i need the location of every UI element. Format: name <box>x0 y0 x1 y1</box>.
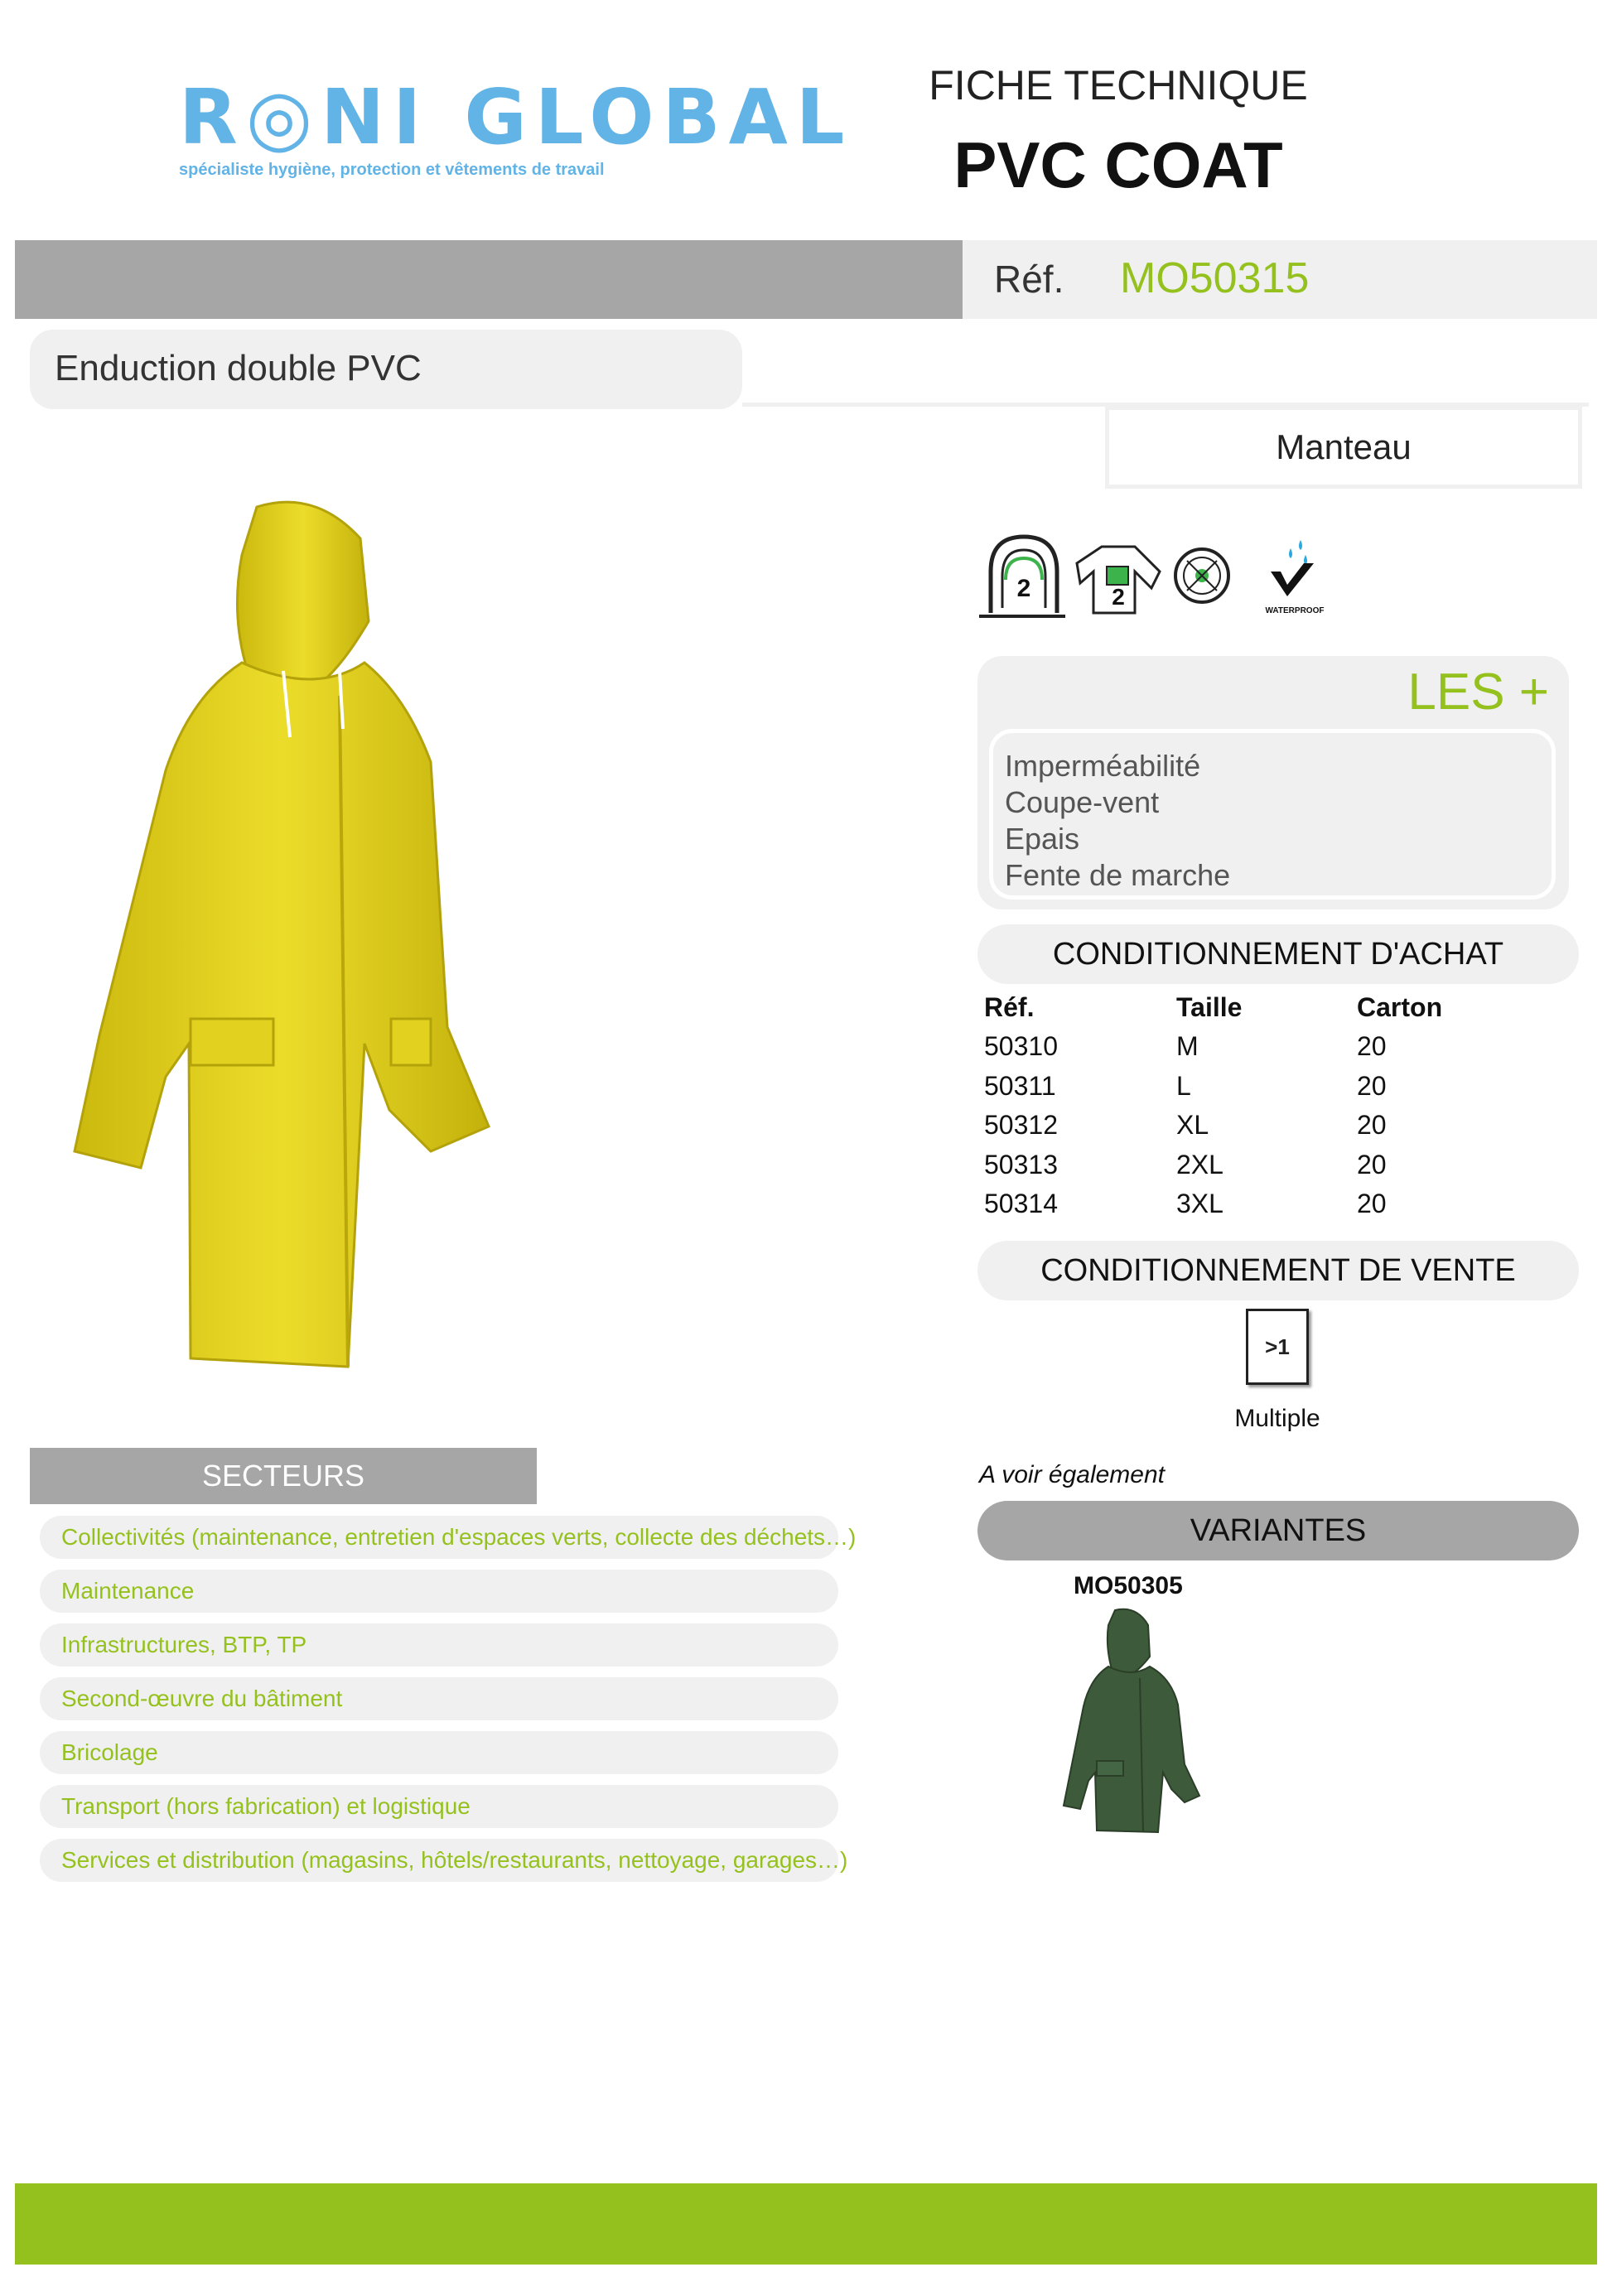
table-header-row <box>984 987 1564 1027</box>
product-title: PVC COAT <box>953 128 1283 201</box>
table-row <box>984 1146 1564 1185</box>
sector-item: Second-œuvre du bâtiment <box>40 1677 838 1720</box>
brand-logo <box>179 73 853 187</box>
cell-ref: 50314 <box>984 1189 1058 1219</box>
cell-size: 3XL <box>1176 1189 1223 1219</box>
table-row <box>984 1184 1564 1224</box>
cell-carton: 20 <box>1357 1031 1387 1062</box>
ref-bar-band <box>15 240 963 319</box>
sector-item: Transport (hors fabrication) et logistique <box>40 1785 838 1828</box>
variant-image[interactable] <box>1060 1607 1201 1835</box>
brand-name: R◎NI GLOBAL <box>179 73 853 162</box>
see-also-label: A voir également <box>979 1461 1166 1488</box>
cell-size: 2XL <box>1176 1149 1223 1179</box>
hood-icon <box>974 530 1074 621</box>
cell-ref: 50311 <box>984 1070 1056 1101</box>
cell-carton: 20 <box>1357 1149 1387 1179</box>
table-row <box>984 1027 1564 1067</box>
sector-item: Maintenance <box>40 1570 838 1613</box>
table-row <box>984 1106 1564 1146</box>
sale-packaging-title: CONDITIONNEMENT DE VENTE <box>977 1241 1579 1300</box>
cell-carton: 20 <box>1357 1110 1387 1141</box>
sector-item: Bricolage <box>40 1731 838 1774</box>
column-header-size: Taille <box>1176 991 1243 1022</box>
reference-label: Réf. <box>994 258 1064 301</box>
waterproof-icon <box>1259 530 1330 621</box>
reference-value: MO50315 <box>1120 254 1310 302</box>
purchase-packaging-title: CONDITIONNEMENT D'ACHAT <box>977 924 1579 984</box>
cell-ref: 50310 <box>984 1031 1058 1062</box>
cell-carton: 20 <box>1357 1070 1387 1101</box>
cell-ref: 50312 <box>984 1110 1058 1141</box>
advantages-title: LES + <box>1407 663 1549 721</box>
advantage-item: Imperméabilité <box>1005 749 1201 783</box>
pocket-icon <box>1069 530 1168 621</box>
cell-size: M <box>1176 1031 1199 1062</box>
cell-ref: 50313 <box>984 1149 1058 1179</box>
sector-item: Collectivités (maintenance, entretien d'espaces verts, collecte des déchets…) <box>40 1516 838 1559</box>
variant-reference[interactable]: MO50305 <box>1074 1572 1183 1599</box>
garment-type-box: Manteau <box>1105 406 1582 489</box>
column-header-carton: Carton <box>1357 991 1443 1022</box>
sale-unit-label: Multiple <box>1234 1405 1320 1432</box>
variants-title: VARIANTES <box>977 1501 1579 1560</box>
purchase-table <box>984 987 1564 1224</box>
table-row <box>984 1067 1564 1107</box>
svg-text:2: 2 <box>1016 575 1031 602</box>
zip-chip-icon <box>1170 530 1234 621</box>
advantage-item: Coupe-vent <box>1005 785 1160 819</box>
sector-item: Services et distribution (magasins, hôtels/restaurants, nettoyage, garages…) <box>40 1839 838 1882</box>
product-image <box>66 497 563 1375</box>
sectors-title: SECTEURS <box>30 1448 537 1504</box>
cell-size: XL <box>1176 1110 1209 1141</box>
brand-tagline: spécialiste hygiène, protection et vêtements de travail <box>179 161 605 179</box>
column-header-ref: Réf. <box>984 991 1035 1022</box>
advantage-item: Fente de marche <box>1005 858 1231 892</box>
document-type: FICHE TECHNIQUE <box>929 62 1308 109</box>
cell-carton: 20 <box>1357 1189 1387 1219</box>
svg-text:WATERPROOF: WATERPROOF <box>1265 606 1325 615</box>
svg-text:2: 2 <box>1112 584 1125 610</box>
advantages-list <box>989 729 1556 900</box>
advantage-item: Epais <box>1005 822 1080 856</box>
sector-item: Infrastructures, BTP, TP <box>40 1623 838 1667</box>
footer-band <box>15 2183 1597 2265</box>
sale-unit-box-icon: >1 <box>1246 1309 1309 1385</box>
cell-size: L <box>1176 1070 1191 1101</box>
material-description: Enduction double PVC <box>55 348 422 388</box>
